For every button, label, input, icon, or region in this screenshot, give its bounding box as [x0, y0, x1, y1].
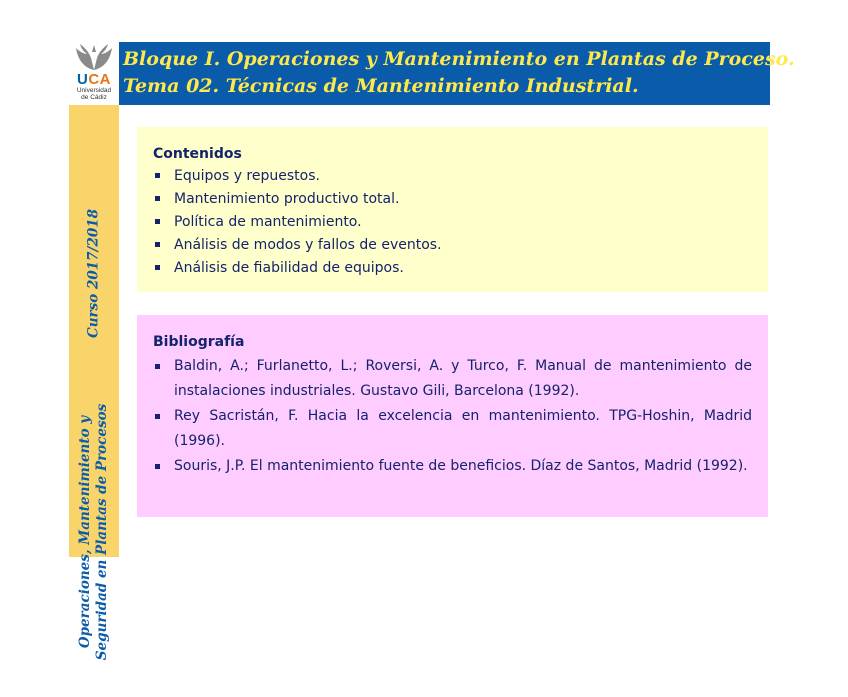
- bibliography-list: [153, 354, 752, 479]
- logo-letters-ca: CA: [88, 71, 111, 88]
- bibliography-title: Bibliografía: [153, 334, 245, 350]
- contents-box: [137, 127, 768, 292]
- course-name-line-2: Seguridad en Plantas de Procesos: [94, 403, 110, 661]
- university-laurel-icon: [71, 42, 117, 72]
- course-name: [77, 367, 111, 697]
- header-topic-title: Tema 02. Técnicas de Mantenimiento Industrial.: [123, 75, 639, 97]
- logo-letter-u: U: [76, 71, 89, 88]
- list-item: Souris, J.P. El mantenimiento fuente de beneficios. Díaz de Santos, Madrid (1992).: [153, 454, 752, 479]
- university-logo: [69, 42, 119, 104]
- logo-subtitle-2: de Cádiz: [81, 94, 107, 101]
- sidebar: [69, 105, 119, 661]
- logo-subtitle-1: Universidad: [76, 87, 112, 94]
- list-item: Equipos y repuestos.: [153, 165, 752, 188]
- list-item: Mantenimiento productivo total.: [153, 188, 752, 211]
- contents-title: Contenidos: [153, 146, 242, 162]
- header-block-title: Bloque I. Operaciones y Mantenimiento en Plantas de Proceso.: [123, 48, 795, 70]
- slide-header: [119, 42, 795, 105]
- list-item: Análisis de modos y fallos de eventos.: [153, 234, 752, 257]
- contents-list: [153, 165, 752, 280]
- bibliography-box: [137, 315, 768, 517]
- list-item: Rey Sacristán, F. Hacia la excelencia en mantenimiento. TPG-Hoshin, Madrid (1996).: [153, 404, 752, 454]
- list-item: Baldin, A.; Furlanetto, L.; Roversi, A. y Turco, F. Manual de mantenimiento de instalaciones industriales. Gustavo Gili, Barcelona (1992).: [153, 354, 752, 404]
- list-item: Política de mantenimiento.: [153, 211, 752, 234]
- logo-wordmark: [77, 72, 111, 87]
- course-year: Curso 2017/2018: [85, 208, 102, 339]
- list-item: Análisis de fiabilidad de equipos.: [153, 257, 752, 280]
- course-name-line-1: Operaciones, Mantenimiento y: [77, 415, 93, 649]
